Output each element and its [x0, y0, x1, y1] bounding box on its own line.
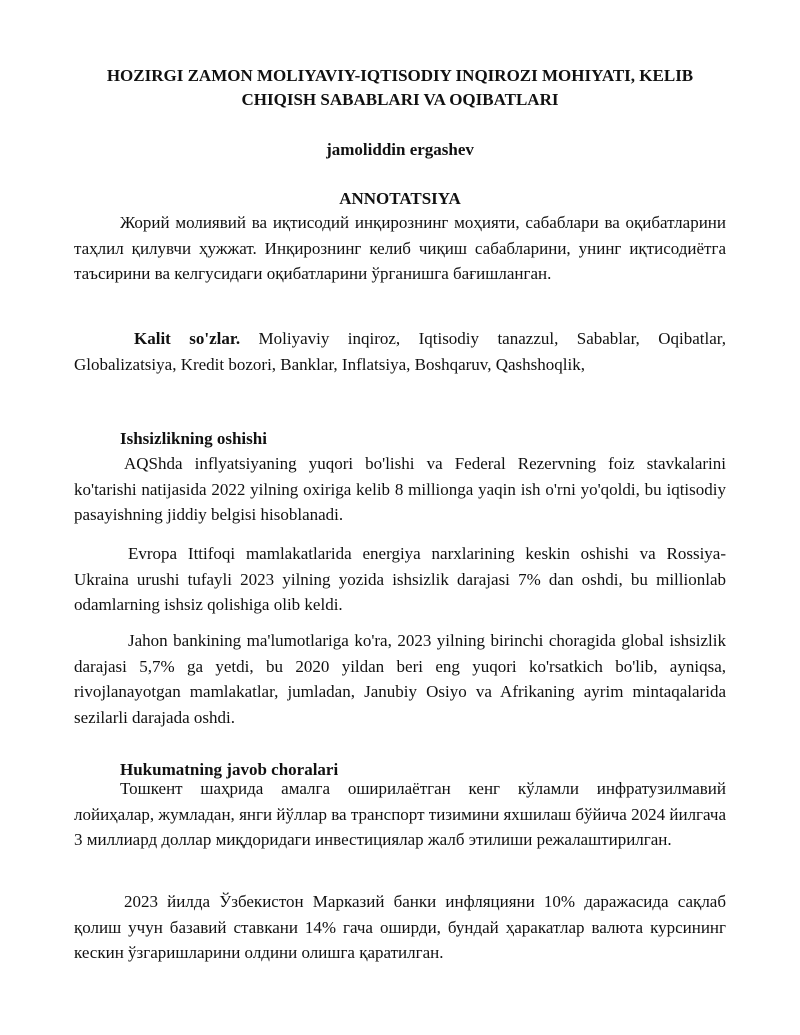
author-name: jamoliddin ergashev [326, 140, 474, 159]
keywords-text: Moliyaviy inqiroz, Iqtisodiy tanazzul, Sabablar, Oqibatlar, Globalizatsiya, Kredit bozori, Banklar, Inflatsiya, Boshqaruv, Qashshoqlik, [74, 329, 726, 374]
section-heading-government: Hukumatning javob choralari [120, 760, 339, 779]
section-paragraph: Jahon bankining ma'lumotlariga ko'ra, 2023 yilning birinchi choragida global ishsizlik darajasi 5,7% ga yetdi, bu 2020 yildan beri eng yuqori ko'rsatkich bo'lib, ayniqsa, rivojlanayotgan mamlakatlar, jumladan, Janubiy Osiyo va Afrikaning ayrim mintaqalarida sezilarli darajada oshdi. [74, 631, 726, 727]
keywords-label: Kalit so'zlar. [134, 329, 241, 348]
annotation-text: Жорий молиявий ва иқтисодий инқирознинг моҳияти, сабаблари ва оқибатларини таҳлил қилувчи ҳужжат. Инқирознинг келиб чиқиш сабабларини, унинг иқтисодиётга таъсирини ва келгусидаги оқибатларини ўрганишга бағишланган. [74, 213, 726, 283]
keywords-paragraph [74, 326, 726, 377]
section-paragraph: AQShda inflyatsiyaning yuqori bo'lishi va Federal Rezervning foiz stavkalarini ko'tarishi natijasida 2022 yilning oxiriga kelib 8 millionga yaqin ish o'rni yo'qoldi, bu iqtisodiy pasayishning jiddiy belgisi hisoblanadi. [74, 454, 726, 524]
section-paragraph: Evropa Ittifoqi mamlakatlarida energiya narxlarining keskin oshishi va Rossiya-Ukraina urushi tufayli 2023 yilning yozida ishsizlik darajasi 7% dan oshdi, bu millionlab odamlarning ishsiz qolishiga olib keldi. [74, 544, 726, 614]
section-paragraph: Тошкент шаҳрида амалга оширилаётган кенг кўламли инфратузилмавий лойиҳалар, жумладан, янги йўллар ва транспорт тизимини яхшилаш бўйича 2024 йилгача 3 миллиард доллар миқдоридаги инвестициялар жалб этилиши режалаштирилган. [74, 779, 726, 849]
section-heading-unemployment: Ishsizlikning oshishi [120, 429, 267, 448]
annotation-heading: ANNOTATSIYA [339, 189, 461, 208]
section-paragraph: 2023 йилда Ўзбекистон Марказий банки инфляцияни 10% даражасида сақлаб қолиш учун базавий ставкани 14% гача оширди, бундай ҳаракатлар валюта курсининг кескин ўзгаришларини олдини олишга қаратилган. [74, 892, 726, 962]
document-title: HOZIRGI ZAMON MOLIYAVIY-IQTISODIY INQIROZI MOHIYATI, KELIB CHIQISH SABABLARI VA OQIBATLARI [106, 66, 694, 109]
